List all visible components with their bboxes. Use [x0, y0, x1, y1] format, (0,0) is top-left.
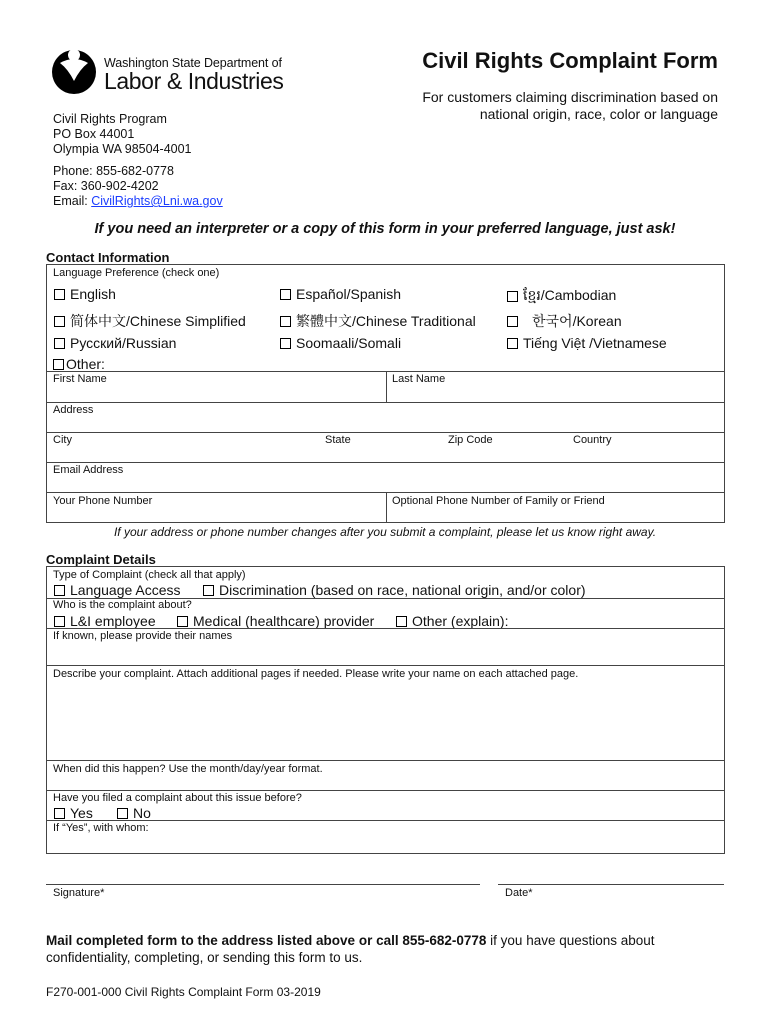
date-line[interactable]: [498, 884, 724, 885]
contact-information-heading: Contact Information: [46, 250, 170, 265]
language-access-label: Language Access: [70, 582, 181, 598]
language-korean-option[interactable]: [507, 311, 622, 331]
no-label: No: [133, 805, 151, 821]
somali-label: Soomaali/Somali: [296, 335, 402, 351]
english-label: English: [70, 286, 116, 302]
address-field[interactable]: Address: [53, 404, 94, 416]
city-field[interactable]: City: [53, 434, 72, 446]
about-employee-option[interactable]: [54, 613, 156, 629]
about-medical-option[interactable]: [177, 613, 374, 629]
language-cambodian-option[interactable]: [507, 286, 616, 307]
first-name-field[interactable]: First Name: [53, 373, 107, 385]
fax-number: Fax: 360-902-4202: [53, 179, 159, 193]
divider: [46, 462, 725, 463]
date-label: Date*: [505, 887, 533, 899]
zip-code-field[interactable]: Zip Code: [448, 434, 493, 446]
filed-no-option[interactable]: [117, 805, 151, 821]
complaint-about-label: Who is the complaint about?: [53, 599, 192, 611]
mail-instructions-rest: if you have questions about confidentiality, completing, or sending this form to us.: [46, 933, 655, 965]
interpreter-note: If you need an interpreter or a copy of this form in your preferred language, just ask!: [94, 221, 676, 237]
medical-checkbox[interactable]: [177, 616, 188, 627]
language-chinese-simplified-option[interactable]: [54, 311, 246, 331]
language-access-checkbox[interactable]: [54, 585, 65, 596]
chinese-traditional-label: 繁體中文/Chinese Traditional: [296, 313, 476, 329]
language-somali-option[interactable]: [280, 335, 401, 351]
english-checkbox[interactable]: [54, 289, 65, 300]
language-english-option[interactable]: [54, 286, 116, 302]
language-preference-label: Language Preference (check one): [53, 267, 220, 279]
other-language-checkbox[interactable]: [53, 359, 64, 370]
describe-complaint-field[interactable]: Describe your complaint. Attach additional pages if needed. Please write your name on each attached page.: [53, 668, 579, 680]
employee-checkbox[interactable]: [54, 616, 65, 627]
mailing-address: [53, 112, 192, 157]
type-language-access-option[interactable]: [54, 582, 181, 598]
signature-line[interactable]: [46, 884, 480, 885]
address-change-note: If your address or phone number changes after you submit a complaint, please let us know right away.: [113, 525, 657, 539]
vietnamese-checkbox[interactable]: [507, 338, 518, 349]
other-label: Other (explain):: [412, 613, 509, 629]
logo-agency-name: Labor & Industries: [104, 68, 284, 94]
other-checkbox[interactable]: [396, 616, 407, 627]
yes-checkbox[interactable]: [54, 808, 65, 819]
chinese-simplified-label: 简体中文/Chinese Simplified: [70, 313, 246, 329]
page-subtitle: [358, 89, 718, 123]
korean-label: 한국어/Korean: [532, 313, 622, 329]
po-box: PO Box 44001: [53, 127, 135, 141]
spanish-checkbox[interactable]: [280, 289, 291, 300]
complaint-details-heading: Complaint Details: [46, 552, 156, 567]
last-name-field[interactable]: Last Name: [392, 373, 446, 385]
employee-label: L&I employee: [70, 613, 156, 629]
complaint-type-label: Type of Complaint (check all that apply): [53, 569, 246, 581]
optional-phone-field[interactable]: Optional Phone Number of Family or Friend: [392, 495, 605, 507]
divider: [46, 760, 725, 761]
language-russian-option[interactable]: [54, 335, 176, 351]
city-state-zip: Olympia WA 98504-4001: [53, 142, 192, 156]
no-checkbox[interactable]: [117, 808, 128, 819]
subtitle-line-2: national origin, race, color or language: [479, 106, 718, 122]
korean-checkbox[interactable]: [507, 316, 518, 327]
divider: [386, 371, 387, 402]
chinese-simplified-checkbox[interactable]: [54, 316, 65, 327]
filed-yes-option[interactable]: [54, 805, 93, 821]
filed-before-label: Have you filed a complaint about this issue before?: [53, 792, 302, 804]
medical-label: Medical (healthcare) provider: [193, 613, 375, 629]
russian-checkbox[interactable]: [54, 338, 65, 349]
cambodian-checkbox[interactable]: [507, 291, 518, 302]
logo-agency-line: Washington State Department of: [104, 56, 282, 70]
phone-number: Phone: 855-682-0778: [53, 164, 174, 178]
yes-label: Yes: [70, 805, 93, 821]
lni-logo-icon: [50, 45, 98, 97]
language-vietnamese-option[interactable]: [507, 335, 667, 351]
country-field[interactable]: Country: [573, 434, 612, 446]
signature-label: Signature*: [53, 887, 105, 899]
divider: [46, 628, 725, 629]
form-number: F270-001-000 Civil Rights Complaint Form 03-2019: [46, 985, 321, 999]
with-whom-field[interactable]: If “Yes”, with whom:: [53, 822, 149, 834]
names-field[interactable]: If known, please provide their names: [53, 630, 233, 642]
incident-date-field[interactable]: When did this happen? Use the month/day/year format.: [53, 763, 323, 775]
discrimination-checkbox[interactable]: [203, 585, 214, 596]
divider: [386, 492, 387, 523]
email-label: Email:: [53, 194, 92, 208]
type-discrimination-option[interactable]: [203, 582, 586, 598]
phone-number-field[interactable]: Your Phone Number: [53, 495, 153, 507]
russian-label: Русский/Russian: [70, 335, 177, 351]
divider: [46, 820, 725, 821]
subtitle-line-1: For customers claiming discrimination based on: [422, 89, 718, 105]
about-other-option[interactable]: [396, 613, 508, 629]
language-chinese-traditional-option[interactable]: [280, 311, 476, 331]
divider: [46, 665, 725, 666]
page-title: Civil Rights Complaint Form: [422, 48, 718, 73]
mail-instructions: [46, 932, 726, 966]
spanish-label: Español/Spanish: [296, 286, 402, 302]
language-other-option[interactable]: [53, 356, 105, 372]
vietnamese-label: Tiếng Việt /Vietnamese: [523, 335, 667, 351]
discrimination-label: Discrimination (based on race, national origin, and/or color): [219, 582, 586, 598]
email-address-field[interactable]: Email Address: [53, 464, 124, 476]
chinese-traditional-checkbox[interactable]: [280, 316, 291, 327]
divider: [46, 790, 725, 791]
program-name: Civil Rights Program: [53, 112, 167, 126]
state-field[interactable]: State: [325, 434, 351, 446]
email-row: [53, 194, 223, 209]
divider: [46, 432, 725, 433]
language-spanish-option[interactable]: [280, 286, 401, 302]
mail-instructions-bold: Mail completed form to the address listed above or call 855-682-0778: [46, 933, 487, 948]
email-link[interactable]: CivilRights@Lni.wa.gov: [91, 194, 223, 208]
cambodian-label: ខ្មែរ/Cambodian: [523, 287, 617, 303]
somali-checkbox[interactable]: [280, 338, 291, 349]
other-language-label: Other:: [66, 356, 105, 372]
contact-details: [53, 164, 223, 209]
divider: [46, 402, 725, 403]
